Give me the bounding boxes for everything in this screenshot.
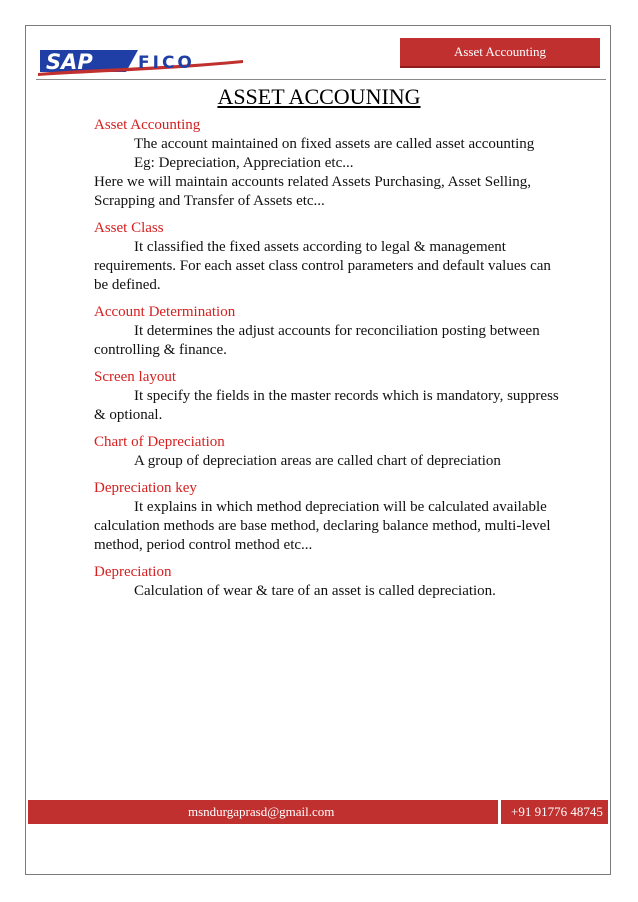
sap-fico-logo — [38, 46, 248, 76]
section-heading: Depreciation key — [94, 480, 197, 496]
section-text: Eg: Depreciation, Appreciation etc... — [134, 155, 354, 171]
document-page — [25, 25, 611, 875]
header-section-label: Asset Accounting — [400, 38, 600, 68]
section — [94, 368, 564, 425]
section — [94, 563, 564, 601]
section-text: It explains in which method depreciation will be calculated available calculation methods are base method, declaring balance method, multi-level method, period control method etc... — [94, 499, 551, 553]
header-rule — [36, 79, 606, 80]
section-text: It determines the adjust accounts for reconciliation posting between controlling & finance. — [94, 323, 540, 358]
section — [94, 116, 564, 211]
page-header — [32, 38, 606, 82]
footer-divider — [498, 800, 501, 824]
section-heading: Chart of Depreciation — [94, 434, 225, 450]
section-text: It specify the fields in the master records which is mandatory, suppress & optional. — [94, 388, 559, 423]
section — [94, 303, 564, 360]
page-title: ASSET ACCOUNING — [217, 84, 421, 109]
footer-phone: +91 91776 48745 — [511, 804, 603, 819]
section-heading: Account Determination — [94, 304, 236, 320]
section — [94, 479, 564, 555]
section-heading: Screen layout — [94, 369, 177, 385]
svg-text:FICO: FICO — [138, 53, 195, 73]
section-text: Calculation of wear & tare of an asset is called depreciation. — [134, 583, 496, 599]
section-text: It classified the fixed assets according to legal & management requirements. For each asset class control parameters and default values can be defined. — [94, 239, 551, 293]
page-footer — [28, 800, 608, 824]
section-text: A group of depreciation areas are called chart of depreciation — [134, 453, 501, 469]
section-heading: Depreciation — [94, 564, 172, 580]
section-heading: Asset Class — [94, 220, 164, 236]
footer-email: msndurgaprasd@gmail.com — [188, 804, 335, 819]
svg-text:SAP: SAP — [46, 50, 93, 74]
section — [94, 219, 564, 295]
section-text: The account maintained on fixed assets are called asset accounting — [134, 136, 535, 152]
section-text: Here we will maintain accounts related Assets Purchasing, Asset Selling, Scrapping and Transfer of Assets etc... — [94, 174, 531, 209]
document-body — [94, 116, 564, 609]
section-heading: Asset Accounting — [94, 117, 201, 133]
section — [94, 433, 564, 471]
